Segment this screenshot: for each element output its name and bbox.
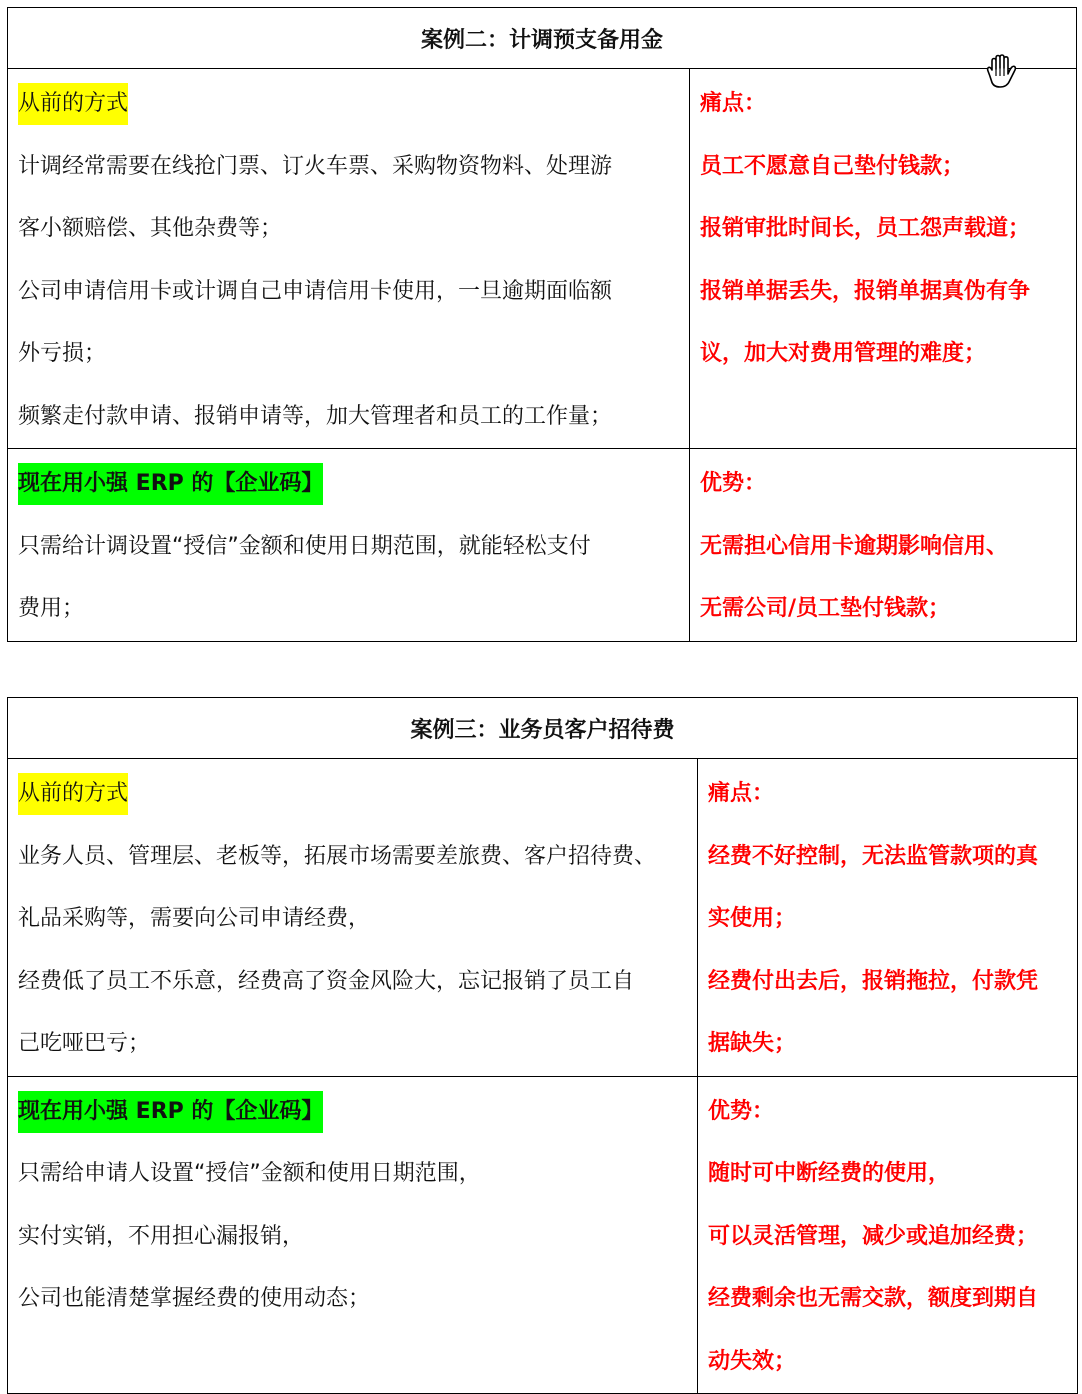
case3-pain-line: 经费不好控制，无法监管款项的真 (708, 843, 1039, 869)
case2-before-heading: 从前的方式 (18, 83, 128, 125)
case2-pain-line: 报销审批时间长，员工怨声载道； (700, 216, 1031, 241)
case2-title: 案例二：计调预支备用金 (8, 8, 1077, 69)
case2-now-line: 费用； (18, 596, 85, 621)
case3-before-line: 己吃哑巴亏； (18, 1031, 151, 1056)
case3-advantage-line: 随时可中断经费的使用， (708, 1161, 951, 1186)
case3-title: 案例三：业务员客户招待费 (8, 698, 1078, 759)
case3-advantage-line: 可以灵活管理，减少或追加经费； (708, 1223, 1039, 1249)
case3-pain-cell (698, 759, 1078, 1077)
case2-table (7, 7, 1077, 642)
case3-now-line: 只需给申请人设置“授信”金额和使用日期范围， (18, 1161, 481, 1186)
case3-before-line: 业务人员、管理层、老板等，拓展市场需要差旅费、客户招待费、 (18, 843, 657, 869)
case3-now-line: 公司也能清楚掌握经费的使用动态； (18, 1286, 371, 1311)
case2-before-line: 频繁走付款申请、报销申请等，加大管理者和员工的工作量； (18, 403, 613, 429)
case2-now-line: 只需给计调设置“授信”金额和使用日期范围，就能轻松支付 (18, 533, 591, 559)
hand-cursor-icon (984, 54, 1018, 90)
case2-before-line: 计调经常需要在线抢门票、订火车票、采购物资物料、处理游 (18, 153, 613, 179)
case3-now-heading: 现在用小强 ERP 的【企业码】 (18, 1091, 323, 1133)
case3-now-line: 实付实销，不用担心漏报销， (18, 1223, 305, 1249)
case3-before-cell (8, 759, 698, 1077)
case2-before-line: 客小额赔偿、其他杂费等； (18, 216, 283, 241)
case2-pain-line: 员工不愿意自己垫付钱款； (700, 153, 965, 179)
case2-advantage-line: 无需担心信用卡逾期影响信用、 (700, 533, 1009, 559)
case2-now-heading: 现在用小强 ERP 的【企业码】 (18, 463, 323, 505)
case3-now-cell (8, 1076, 698, 1394)
case2-pain-line: 报销单据丢失，报销单据真伪有争 (700, 278, 1031, 304)
case3-pain-heading: 痛点： (708, 781, 775, 806)
case3-advantage-line: 经费剩余也无需交款，额度到期自 (708, 1286, 1039, 1311)
case2-advantage-line: 无需公司/员工垫付钱款； (700, 596, 951, 621)
case3-pain-line: 据缺失； (708, 1031, 797, 1056)
case2-pain-cell (690, 69, 1077, 449)
case3-advantage-line: 动失效； (708, 1348, 797, 1374)
case2-before-cell (8, 69, 690, 449)
case3-advantage-heading: 优势： (708, 1098, 775, 1124)
case2-pain-heading: 痛点： (700, 91, 767, 116)
case3-table (7, 697, 1078, 1394)
case2-before-line: 外亏损； (18, 341, 107, 366)
case3-before-heading: 从前的方式 (18, 773, 128, 815)
case2-advantage-heading: 优势： (700, 471, 767, 496)
case2-advantage-cell (690, 449, 1077, 642)
case2-before-line: 公司申请信用卡或计调自己申请信用卡使用，一旦逾期面临额 (18, 278, 613, 304)
case3-before-line: 礼品采购等，需要向公司申请经费， (18, 906, 371, 931)
case3-pain-line: 实使用； (708, 906, 797, 931)
case2-now-cell (8, 449, 690, 642)
case2-pain-line: 议，加大对费用管理的难度； (700, 341, 987, 366)
case3-before-line: 经费低了员工不乐意，经费高了资金风险大，忘记报销了员工自 (18, 968, 635, 994)
case3-pain-line: 经费付出去后，报销拖拉，付款凭 (708, 968, 1039, 994)
case3-advantage-cell (698, 1076, 1078, 1394)
